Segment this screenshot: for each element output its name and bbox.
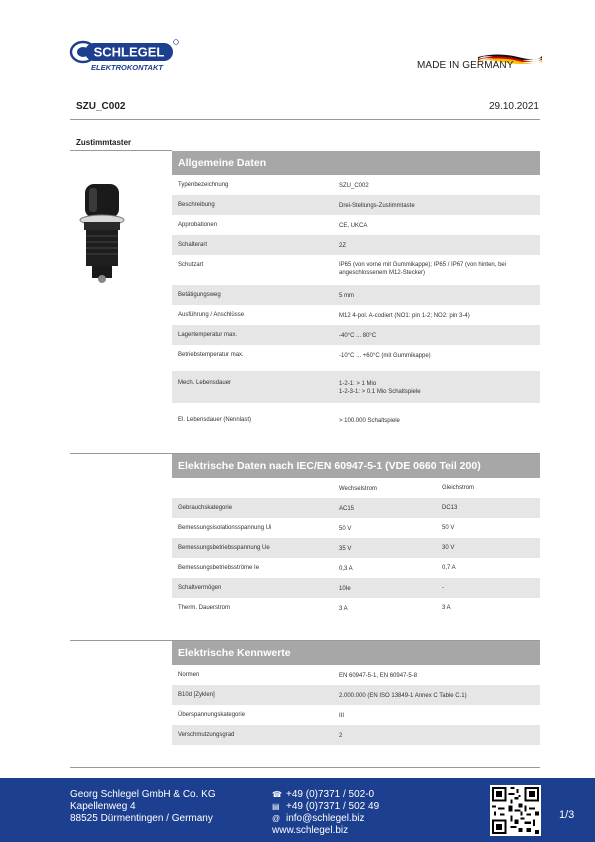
phone-number[interactable]: +49 (0)7371 / 502-0	[286, 789, 375, 800]
table-row: Beschreibung Drei-Stellungs-Zustimmtaste	[172, 195, 540, 215]
table-row: Schaltvermögen 10Ie -	[172, 578, 540, 598]
product-title-divider	[70, 150, 172, 151]
table-row: Mech. Lebensdauer 1-2-1: > 1 Mio 1-2-3-1: > 0.1 Mio Schaltspiele	[172, 371, 540, 403]
section-divider	[70, 767, 540, 768]
table-row: Bemessungsbetriebsströme Ie 0,3 A 0,7 A	[178, 565, 456, 572]
table-row: Lagertemperatur max. -40°C ... 80°C	[172, 325, 540, 345]
section-header-elektrische-kennwerte: Elektrische Kennwerte	[172, 641, 540, 665]
company-name: Georg Schlegel GmbH & Co. KG	[70, 789, 216, 800]
email-link[interactable]: info@schlegel.biz	[286, 813, 365, 824]
page-number: 1/3	[559, 809, 575, 821]
table-row: Gebrauchskategorie AC15 DC13	[172, 498, 540, 518]
qr-code[interactable]	[490, 785, 541, 836]
table-row: Ausführung / Anschlüsse M12 4-pol. A-codiert (NO1: pin 1-2; NO2: pin 3-4)	[178, 312, 470, 319]
company-city: 88525 Dürmentingen / Germany	[70, 813, 213, 824]
table-row: Therm. Dauerstrom 3 A 3 A	[178, 605, 451, 612]
table-row: Verschmutzungsgrad 2	[172, 725, 540, 745]
document-date: 29.10.2021	[488, 101, 539, 112]
table-row: Approbationen CE, UKCA	[178, 222, 368, 229]
company-street: Kapellenweg 4	[70, 801, 136, 812]
section-header-elektrische-daten: Elektrische Daten nach IEC/EN 60947-5-1 (VDE 0660 Teil 200)	[172, 454, 540, 478]
table-row: Typenbezeichnung SZU_C002	[178, 182, 369, 189]
phone-icon: ☎	[272, 790, 282, 799]
table-row: Betriebstemperatur max. -10°C ... +60°C (mit Gummikappe)	[178, 352, 431, 359]
fax-number[interactable]: +49 (0)7371 / 502 49	[286, 801, 380, 812]
product-image	[76, 178, 128, 288]
table-row: Überspannungskategorie III	[178, 712, 345, 719]
fax-icon: ▤	[272, 802, 280, 811]
table-row: Betätigungsweg 5 mm	[172, 285, 540, 305]
company-address	[70, 789, 216, 825]
website-link[interactable]: www.schlegel.biz	[272, 825, 349, 836]
svg-text:ELEKTROKONTAKT: ELEKTROKONTAKT	[91, 63, 163, 72]
made-in-germany: MADE IN GERMANY	[417, 60, 514, 71]
company-contact	[272, 789, 379, 837]
table-row: Normen EN 60947-5-1, EN 60947-5-8	[178, 672, 418, 679]
table-row: B10d [Zyklen] 2.000.000 (EN ISO 13849-1 Annex C Table C.1)	[172, 685, 540, 705]
table-row: Schutzart IP65 (von vorne mit Gummikappe); IP65 / IP67 (von hinten, bei angeschlossenem M12-Stecker)	[178, 262, 507, 276]
table-row: Bemessungsisolationsspannung Ui 50 V 50 V	[178, 525, 455, 532]
document-id: SZU_C002	[76, 101, 126, 112]
table-column-header-row: Wechselstrom Gleichstrom	[339, 485, 475, 492]
footer	[0, 778, 595, 842]
header-divider	[70, 119, 540, 120]
table-row: Bemessungsbetriebsspannung Ue 35 V 30 V	[172, 538, 540, 558]
table-row: El. Lebensdauer (Nennlast) > 100.000 Schaltspiele	[178, 417, 400, 424]
email-icon: @	[272, 814, 281, 823]
section-header-allgemeine-daten: Allgemeine Daten	[172, 151, 540, 175]
svg-text:SCHLEGEL: SCHLEGEL	[93, 44, 165, 60]
schlegel-logo	[69, 38, 179, 72]
product-title: Zustimmtaster	[76, 138, 132, 147]
table-row: Schalterart 2Z	[172, 235, 540, 255]
